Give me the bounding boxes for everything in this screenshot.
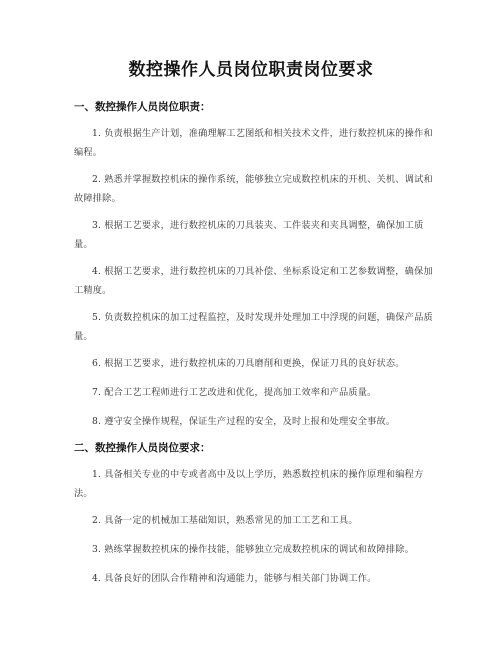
list-item: 3. 根据工艺要求，进行数控机床的刀具装夹、工件装夹和夹具调整，确保加工质量。 (74, 220, 424, 250)
section-heading: 一、数控操作人员岗位职责： (74, 101, 211, 113)
document-body (74, 96, 434, 598)
list-item: 1. 具备相关专业的中专或者高中及以上学历，熟悉数控机床的操作原理和编程方法。 (74, 469, 424, 499)
list-item: 6. 根据工艺要求，进行数控机床的刀具磨削和更换，保证刀具的良好状态。 (92, 358, 405, 369)
document-title: 数控操作人员岗位职责岗位要求 (128, 60, 374, 80)
list-item: 5. 负责数控机床的加工过程监控，及时发现并处理加工中浮现的问题，确保产品质量。 (74, 312, 433, 342)
list-item: 3. 熟练掌握数控机床的操作技能，能够独立完成数控机床的调试和故障排除。 (92, 544, 415, 555)
list-item: 2. 熟悉并掌握数控机床的操作系统，能够独立完成数控机床的开机、关机、调试和故障排除。 (74, 174, 433, 204)
section-responsibilities (74, 100, 434, 431)
section-requirements (74, 441, 434, 588)
list-item: 8. 遵守安全操作规程，保证生产过程的安全，及时上报和处理安全事故。 (92, 416, 396, 427)
list-item: 7. 配合工艺工程师进行工艺改进和优化，提高加工效率和产品质量。 (92, 387, 377, 398)
list-item: 1. 负责根据生产计划，准确理解工艺图纸和相关技术文件，进行数控机床的操作和编程。 (74, 128, 433, 158)
section-heading: 二、数控操作人员岗位要求： (74, 442, 211, 454)
list-item: 4. 具备良好的团队合作精神和沟通能力，能够与相关部门协调工作。 (92, 573, 377, 584)
list-item: 4. 根据工艺要求，进行数控机床的刀具补偿、坐标系设定和工艺参数调整，确保加工精度。 (74, 266, 433, 296)
list-item: 2. 具备一定的机械加工基础知识，熟悉常见的加工工艺和工具。 (92, 515, 358, 526)
